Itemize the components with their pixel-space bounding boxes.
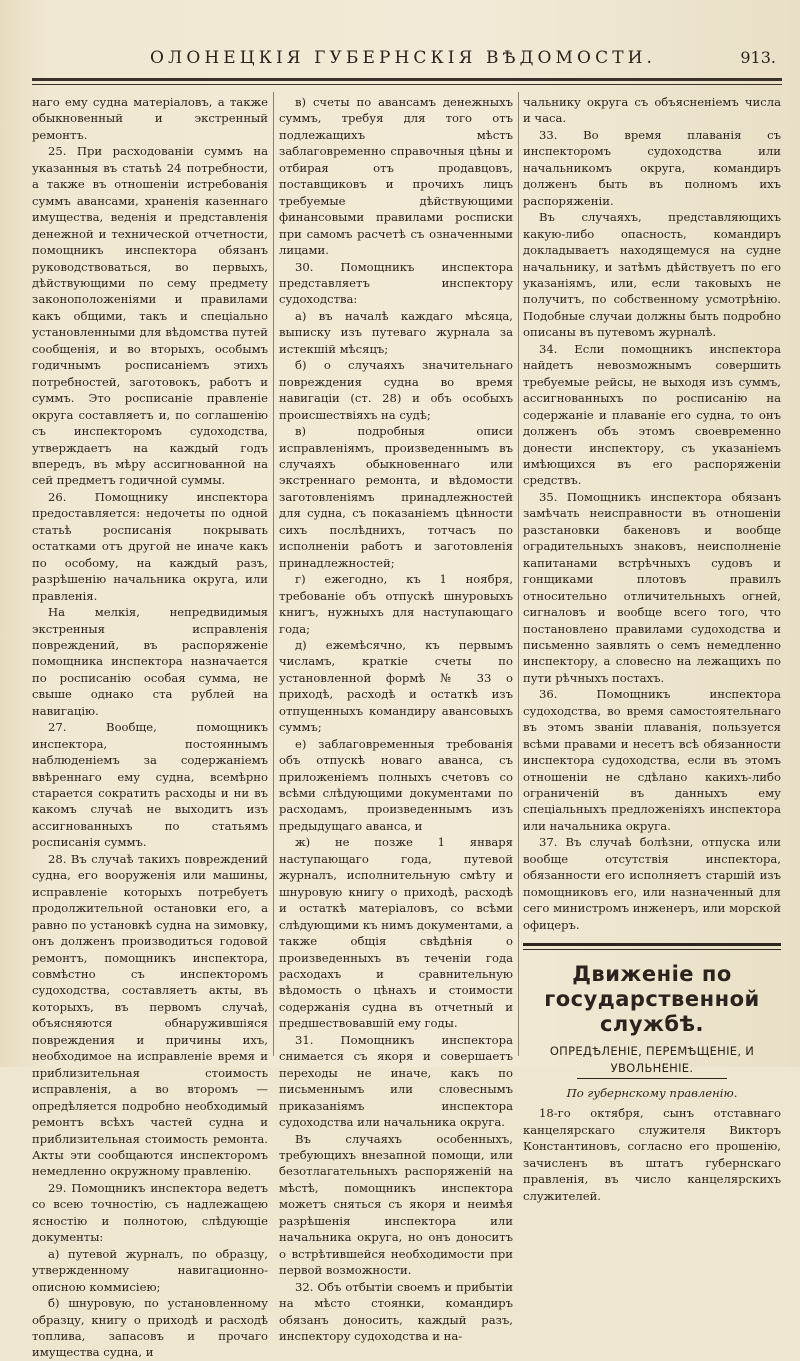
column-right: [523, 94, 781, 1204]
paragraph: 28. Въ случаѣ такихъ повреждений судна, его вооруженiя или машины, исправленiе которыхъ потребуетъ продолжительной остановки его, а равно по установкѣ судна на зимовку, онъ долженъ производиться годовой ремонтъ, помощникъ инспектора, совмѣстно съ инспекторомъ судоходства, составляетъ акты, въ которыхъ, въ первомъ случаѣ, объясняются обнаружившiяся повреждения и причины ихъ, необходимое на исправленiе время и приблизительная стоимость исправленiя, а во второмъ — опредѣляется подробно необходимый ремонтъ всѣхъ частей судна и приблизительная стоимость ремонта. Акты эти сообщаются инспекторомъ немедленно окружному правленiю.: [32, 851, 268, 1179]
subtitle-rule: [577, 1078, 727, 1079]
column-left: [32, 94, 268, 1361]
paragraph: чальнику округа съ объясненiемъ числа и часа.: [523, 95, 781, 126]
header-rule-thin: [32, 84, 782, 85]
newspaper-title: ОЛОНЕЦКIЯ ГУБЕРНСКIЯ ВѢДОМОСТИ.: [150, 48, 657, 68]
column-divider: [518, 92, 519, 1056]
paragraph: е) заблаговременныя требованiя объ отпускѣ новаго аванса, съ приложенiемъ полныхъ счетовъ со всѣми слѣдующими документами по расходамъ, произведеннымъ изъ предыдущаго аванса, и: [279, 736, 513, 833]
section-title: Движенiе по государственной службѣ.: [544, 962, 760, 1037]
page-header: [34, 48, 780, 70]
paragraph: 34. Если помощникъ инспектора найдетъ невозможнымъ совершить требуемые рейсы, не выходя изъ суммъ, ассигнованныхъ по росписанiю на содержанiе и плаванiе его судна, то онъ долженъ объ этомъ своевременно донести инспектору, съ указанiемъ имѣющихся въ его распоряженiи средствъ.: [523, 341, 781, 488]
header-rule-thick: [32, 78, 782, 81]
paragraph: Въ случаяхъ, представляющихъ какую-либо опасность, командиръ докладываетъ находящемуся на судне начальнику, и затѣмъ дѣйствуетъ по его указанiямъ, или, если таковыхъ не получитъ, по собственному усмотрѣнiю. Подобные случаи должны быть подробно описаны въ путевомъ журналѣ.: [523, 210, 781, 340]
paragraph: На мелкiя, непредвидимыя экстренныя исправленiя повреждений, въ распоряженiе помощника инспектора назначается по росписанiю особая сумма, не свыше однако ста рублей на навигацiю.: [32, 605, 268, 718]
paragraph: а) путевой журналъ, по образцу, утвержденному навигационно-описною коммисiею;: [32, 1246, 268, 1294]
paragraph: 27. Вообще, помощникъ инспектора, постояннымъ наблюденiемъ за содержанiемъ ввѣреннаго ему судна, всемѣрно старается сократить расходы и ни въ какомъ случаѣ не выходитъ изъ ассигнованныхъ по статьямъ росписанiя суммъ.: [32, 720, 268, 850]
paragraph: Въ случаяхъ особенныхъ, требующихъ внезапной помощи, или безотлагательныхъ распоряженiй на мѣстѣ, помощникъ инспектора можетъ сняться съ якоря и неимѣя разрѣшенiя инспектора или начальника округа, но онъ доноситъ о встрѣтившейся необходимости при первой возможности.: [279, 1131, 513, 1278]
section-rule-thin: [523, 949, 781, 950]
paragraph: 30. Помощникъ инспектора представляетъ инспектору судоходства:: [279, 259, 513, 307]
section-authority: По губернскому правленiю.: [566, 1086, 738, 1101]
paragraph: 29. Помощникъ инспектора ведетъ со всею точностiю, съ надлежащею ясностiю и полнотою, слѣдующiе документы:: [32, 1180, 268, 1245]
page-number: 913.: [740, 48, 776, 67]
paragraph: 37. Въ случаѣ болѣзни, отпуска или вообще отсутствiя инспектора, обязанности его исполняетъ старшiй изъ помощниковъ его, или назначенный для сего министромъ инженеръ, или морской офицеръ.: [523, 835, 781, 932]
paragraph: 32. Объ отбытiи своемъ и прибытiи на мѣсто стоянки, командиръ обязанъ доносить, каждый разъ, инспектору судоходства и на-: [279, 1279, 513, 1343]
column-divider: [273, 92, 274, 1056]
paragraph: в) подробныя описи исправленiямъ, произведеннымъ въ случаяхъ обыкновеннаго или экстреннаго ремонта, и вѣдомости заготовленiямъ принадлежностей для судна, съ показанiемъ цѣнности сихъ послѣднихъ, тотчасъ по исполненiи работъ и заготовленiя принадлежностей;: [279, 424, 513, 570]
paragraph: наго ему судна матерiаловъ, а также обыкновенный и экстренный ремонтъ.: [32, 95, 268, 142]
paragraph: 31. Помощникъ инспектора снимается съ якоря и совершаетъ переходы не иначе, какъ по письменнымъ или словеснымъ приказанiямъ инспектора судоходства или начальника округа.: [279, 1032, 513, 1130]
paragraph: г) ежегодно, къ 1 ноября, требованiе объ отпускѣ шнуровыхъ книгъ, нужныхъ для наступающаго года;: [279, 572, 513, 636]
section-entry: 18-го октября, сынъ отставнаго канцелярскаго служителя Викторъ Константиновъ, согласно его прошенiю, зачисленъ въ штатъ губернскаго правленiя, въ число канцелярскихъ служителей.: [523, 1106, 781, 1203]
paragraph: 26. Помощнику инспектора предоставляется: недочеты по одной статьѣ росписанiя покрывать остатками отъ другой не иначе какъ по особому, на каждый разъ, разрѣшенiю начальника округа, или правленiя.: [32, 489, 268, 603]
paragraph: ж) не позже 1 января наступающаго года, путевой журналъ, исполнительную смѣту и шнуровую книгу о приходѣ, расходѣ и остаткѣ матерiаловъ, со всѣми слѣдующими къ нимъ документами, а также общiя свѣдѣнiя о произведенныхъ въ теченiи года расходахъ и сравнительную вѣдомость о цѣнахъ и стоимости содержанiя судна въ отчетный и предшествовавшiй ему годы.: [279, 835, 513, 1031]
section-rule-thick: [523, 943, 781, 946]
paragraph: а) въ началѣ каждаго мѣсяца, выписку изъ путеваго журнала за истекшiй мѣсяцъ;: [279, 308, 513, 356]
paragraph: д) ежемѣсячно, къ первымъ числамъ, краткiе счеты по установленной формѣ № 33 о приходѣ, расходѣ и остаткѣ изъ отпущенныхъ командиру авансовыхъ суммъ;: [279, 637, 513, 735]
column-right-articles: [523, 94, 781, 933]
paragraph: 36. Помощникъ инспектора судоходства, во время самостоятельнаго въ этомъ званiи плаванiя, пользуется всѣми правами и несетъ всѣ обязанности инспектора судоходства, если въ этомъ отношенiи не сдѣлано какихъ-либо ограниченiй въ данныхъ ему спецiальныхъ предложенiяхъ инспектора или начальника округа.: [523, 687, 781, 833]
section-subtitle: ОПРЕДѢЛЕНIЕ, ПЕРЕМѢЩЕНIЕ, И УВОЛЬНЕНIЕ.: [549, 1044, 755, 1075]
column-middle: [279, 94, 513, 1344]
paragraph: в) счеты по авансамъ денежныхъ суммъ, требуя для того отъ подлежащихъ мѣстъ заблаговременно справочныя цѣны и отбирая отъ продавцовъ, поставщиковъ и прочихъ лицъ требуемые дѣйствующими финансовыми правилами росписки при самомъ расчетѣ съ означенными лицами.: [279, 95, 513, 258]
paragraph: 35. Помощникъ инспектора обязанъ замѣчать неисправности въ отношенiи разстановки бакеновъ и вообще оградительныхъ знаковъ, неисполненiе капитанами встрѣчныхъ судовъ и гонщиками плотовъ правилъ относительно отличительныхъ огней, сигналовъ и вообще всего того, что постановлено правилами судоходства и письменно заявлять о семъ немедленно инспектору, а словесно на лежащихъ по пути рѣчныхъ постахъ.: [523, 489, 781, 685]
paragraph: 33. Во время плаванiя съ инспекторомъ судоходства или начальникомъ округа, командиръ долженъ быть въ полномъ ихъ распоряженiи.: [523, 127, 781, 208]
paragraph: б) о случаяхъ значительнаго повреждения судна во время навигацiи (ст. 28) и объ особыхъ происшествiяхъ на судѣ;: [279, 358, 513, 422]
paragraph: 25. При расходованiи суммъ на указанныя въ статьѣ 24 потребности, а также въ отношенiи истребованiя суммъ авансами, храненiя казеннаго имущества, веденiя и представленiя денежной и технической отчетности, помощникъ инспектора обязанъ руководствоваться, во первыхъ, дѣйствующими по сему предмету законоположенiями и правилами какъ общими, такъ и спецiально установленными для вѣдомства путей сообщенiя, и во вторыхъ, особымъ годичнымъ росписанiемъ этихъ потребностей, заготовокъ, работъ и суммъ. Это росписанiе правленiе округа составляетъ и, по соглашенiю съ инспекторомъ судоходства, утверждаетъ на каждый годъ впередъ, въ мѣру ассигнованной на сей предметъ годичной суммы.: [32, 144, 268, 488]
paragraph: б) шнуровую, по установленному образцу, книгу о приходѣ и расходѣ топлива, запасовъ и прочаго имущества судна, и: [32, 1296, 268, 1360]
